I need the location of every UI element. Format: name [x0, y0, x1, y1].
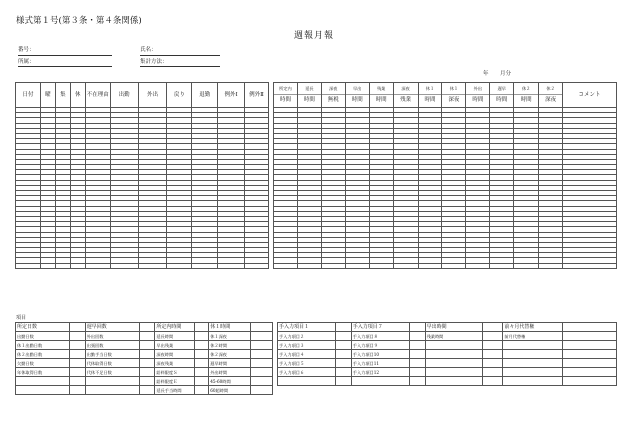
method-label: 集計方法：: [140, 59, 168, 65]
hours-col-header: [563, 83, 617, 108]
attendance-col-header: 例外Ⅱ: [245, 83, 269, 108]
summary-label: 外出時間: [209, 368, 251, 377]
summary-label: 手入力項目３: [278, 341, 336, 350]
hours-cell[interactable]: [539, 263, 563, 268]
hours-col-header-bottom: 深夜: [539, 94, 562, 106]
attendance-col-header: 日付: [16, 83, 41, 108]
summary-label: 45-60時間: [209, 377, 251, 386]
attendance-cell[interactable]: [167, 263, 192, 268]
summary-row: [16, 359, 273, 368]
hours-col-header: [514, 83, 539, 108]
hours-cell[interactable]: [393, 263, 418, 268]
summary-value[interactable]: [195, 377, 209, 386]
summary-value[interactable]: [139, 323, 155, 332]
hours-header-row: [274, 83, 617, 108]
summary-label: 手入力項目５: [278, 359, 336, 368]
summary-label: [425, 359, 483, 368]
hours-col-header-top: 所定内: [279, 86, 292, 91]
attendance-col-header: 退勤: [192, 83, 218, 108]
summary-value[interactable]: [195, 350, 209, 359]
hours-col-header-bottom: 残業: [394, 94, 418, 106]
hours-col-header: [274, 83, 298, 108]
summary-label: 前々月代替権: [503, 323, 563, 332]
attendance-cell[interactable]: [110, 263, 138, 268]
summary-value[interactable]: [409, 341, 425, 350]
summary-value[interactable]: [195, 386, 209, 395]
summary-value[interactable]: [563, 368, 617, 377]
attendance-col-header: 例外Ⅰ: [218, 83, 245, 108]
hours-cell[interactable]: [514, 263, 539, 268]
attendance-cell[interactable]: [245, 263, 269, 268]
summary-value[interactable]: [563, 323, 617, 332]
summary-value[interactable]: [139, 368, 155, 377]
summary-row: [16, 350, 273, 359]
attendance-table: [15, 82, 269, 269]
hours-cell[interactable]: [297, 263, 321, 268]
attendance-col-header: 不在理由: [85, 83, 110, 108]
summary-label: 出張回数: [85, 341, 139, 350]
summary-label: 深夜時間: [155, 350, 195, 359]
summary-value[interactable]: [139, 377, 155, 386]
month-label: 月分: [500, 71, 512, 77]
page-title: 週報月報: [294, 31, 335, 41]
attendance-cell[interactable]: [138, 263, 167, 268]
hours-col-header: [418, 83, 442, 108]
dept-underline: [18, 66, 112, 67]
hours-col-header-top: 残業: [376, 86, 386, 91]
summary-label: 休１深夜: [209, 332, 251, 341]
summary-label: 手入力項目６: [278, 368, 336, 377]
attendance-col-header: 戻り: [167, 83, 192, 108]
hours-col-header-top: 休２: [546, 86, 555, 91]
summary-label: 早出残業: [155, 341, 195, 350]
summary-value[interactable]: [69, 341, 85, 350]
hours-cell[interactable]: [345, 263, 369, 268]
hours-col-header-top: 深夜: [329, 86, 338, 91]
summary-row: [278, 377, 617, 386]
summary-label: [425, 368, 483, 377]
summary-row: [16, 386, 273, 395]
summary-right-table: [277, 322, 617, 386]
summary-value[interactable]: [335, 323, 351, 332]
summary-label: [503, 341, 563, 350]
summary-label: [503, 359, 563, 368]
summary-value[interactable]: [139, 350, 155, 359]
hours-col-header: [369, 83, 393, 108]
summary-label: 延長手当時間: [155, 386, 195, 395]
hours-col-header-bottom: 時間: [370, 94, 393, 106]
attendance-col-header: 休: [70, 83, 85, 108]
summary-value[interactable]: [251, 341, 273, 350]
summary-label: 早出時間: [425, 323, 483, 332]
hours-col-header-bottom: 時間: [466, 94, 489, 106]
summary-label: 前月代替権: [503, 332, 563, 341]
summary-label: 休１出勤日数: [16, 341, 70, 350]
summary-value[interactable]: [483, 377, 503, 386]
summary-label: [425, 350, 483, 359]
summary-label: [85, 386, 139, 395]
summary-label: 遅早回数: [85, 323, 139, 332]
summary-value[interactable]: [251, 323, 273, 332]
attendance-cell[interactable]: [55, 263, 70, 268]
summary-value[interactable]: [409, 359, 425, 368]
summary-value[interactable]: [195, 359, 209, 368]
summary-label: 休２深夜: [209, 350, 251, 359]
summary-label: 手入力項目７: [351, 323, 409, 332]
attendance-col-header: 出勤: [110, 83, 138, 108]
summary-value[interactable]: [139, 359, 155, 368]
summary-value[interactable]: [563, 341, 617, 350]
summary-label: 給料限度Ｓ: [155, 368, 195, 377]
summary-label: 手入力項目11: [351, 359, 409, 368]
hours-col-header-bottom: 時間: [514, 94, 538, 106]
summary-value[interactable]: [251, 368, 273, 377]
dept-label: 所属：: [18, 59, 35, 65]
hours-col-header: [490, 83, 514, 108]
hours-col-header-bottom: 時間: [490, 94, 513, 106]
summary-value[interactable]: [69, 377, 85, 386]
hours-col-header-top: 遅早: [497, 86, 506, 91]
attendance-row: [16, 263, 269, 268]
summary-value[interactable]: [483, 341, 503, 350]
summary-label: 出勤手当日数: [85, 350, 139, 359]
hours-col-header-top: 延長: [305, 86, 314, 91]
summary-label: [503, 350, 563, 359]
summary-label: 60超時間: [209, 386, 251, 395]
hours-cell[interactable]: [490, 263, 514, 268]
summary-value[interactable]: [251, 350, 273, 359]
form-id: 様式第１号(第３条・第４条関係): [16, 16, 142, 26]
summary-label: [503, 368, 563, 377]
summary-label: 遅早時間: [209, 359, 251, 368]
summary-value[interactable]: [195, 341, 209, 350]
hours-cell[interactable]: [321, 263, 345, 268]
number-label: 番号：: [18, 47, 35, 53]
attendance-col-header: 曜: [40, 83, 55, 108]
summary-value[interactable]: [69, 332, 85, 341]
summary-label: [503, 377, 563, 386]
hours-col-header-bottom: 時間: [419, 94, 442, 106]
hours-col-header-bottom: 時間: [274, 94, 297, 106]
summary-label: 所定日数: [16, 323, 70, 332]
hours-table: [273, 82, 617, 269]
summary-value[interactable]: [483, 350, 503, 359]
summary-label: 所定内時間: [155, 323, 195, 332]
summary-row: [278, 359, 617, 368]
hours-col-header-top: 外出: [473, 86, 483, 91]
summary-value[interactable]: [69, 386, 85, 395]
hours-cell[interactable]: [563, 263, 617, 268]
summary-value[interactable]: [335, 359, 351, 368]
hours-col-header-top: 休１: [425, 86, 435, 91]
summary-value[interactable]: [195, 332, 209, 341]
summary-value[interactable]: [335, 341, 351, 350]
summary-label: [351, 377, 409, 386]
hours-col-header-top: 休２: [521, 86, 531, 91]
summary-value[interactable]: [251, 386, 273, 395]
hours-cell[interactable]: [442, 263, 466, 268]
summary-row: [278, 341, 617, 350]
summary-label: 年休取得日数: [16, 368, 70, 377]
summary-label: 手入力項目８: [351, 332, 409, 341]
attendance-col-header: 外出: [138, 83, 167, 108]
hours-row: [274, 263, 617, 268]
attendance-header-row: [16, 83, 269, 108]
summary-label: 手入力項目４: [278, 350, 336, 359]
hours-col-header-bottom: 時間: [298, 94, 321, 106]
summary-value[interactable]: [335, 368, 351, 377]
summary-value[interactable]: [563, 359, 617, 368]
summary-value[interactable]: [195, 323, 209, 332]
summary-label: 給料限度Ｅ: [155, 377, 195, 386]
summary-value[interactable]: [409, 350, 425, 359]
name-underline: [140, 55, 220, 56]
summary-value[interactable]: [335, 377, 351, 386]
summary-value[interactable]: [409, 332, 425, 341]
attendance-col-header: 集: [55, 83, 70, 108]
summary-label: 代休取得日数: [85, 359, 139, 368]
summary-label: 手入力項目２: [278, 332, 336, 341]
summary-label: [425, 341, 483, 350]
summary-label: 代休不足日数: [85, 368, 139, 377]
number-underline: [18, 55, 112, 56]
summary-label: 休１時間: [209, 323, 251, 332]
hours-cell[interactable]: [466, 263, 490, 268]
name-label: 氏名：: [140, 47, 157, 53]
summary-row: [16, 323, 273, 332]
method-underline: [140, 66, 220, 67]
year-label: 年: [483, 71, 489, 77]
attendance-cell[interactable]: [16, 263, 41, 268]
summary-row: [278, 332, 617, 341]
summary-row: [16, 368, 273, 377]
summary-value[interactable]: [69, 323, 85, 332]
summary-label: [85, 377, 139, 386]
hours-col-header-top: 早出: [353, 86, 362, 91]
summary-label: 延長時間: [155, 332, 195, 341]
summary-label: 残業時間: [425, 332, 483, 341]
hours-col-header-top: 深夜: [401, 86, 410, 91]
summary-value[interactable]: [483, 332, 503, 341]
summary-value[interactable]: [69, 359, 85, 368]
summary-label: 欠勤日数: [16, 359, 70, 368]
attendance-cell[interactable]: [218, 263, 245, 268]
summary-value[interactable]: [69, 368, 85, 377]
summary-row: [16, 332, 273, 341]
hours-col-header-top: 休１: [449, 86, 459, 91]
summary-label: 外出回数: [85, 332, 139, 341]
summary-label: [425, 377, 483, 386]
hours-cell[interactable]: [418, 263, 442, 268]
summary-row: [16, 341, 273, 350]
hours-col-header: [466, 83, 490, 108]
hours-cell[interactable]: [369, 263, 393, 268]
summary-value[interactable]: [335, 332, 351, 341]
summary-value[interactable]: [139, 386, 155, 395]
summary-value[interactable]: [483, 368, 503, 377]
summary-section-label: 項目: [16, 315, 27, 321]
summary-value[interactable]: [335, 350, 351, 359]
summary-left-table: [15, 322, 273, 395]
hours-col-header-bottom: 深夜: [442, 94, 465, 106]
hours-col-header: [393, 83, 418, 108]
summary-value[interactable]: [409, 323, 425, 332]
attendance-cell[interactable]: [85, 263, 110, 268]
hours-col-header: [539, 83, 563, 108]
hours-col-header: [442, 83, 466, 108]
summary-label: 深夜残業: [155, 359, 195, 368]
hours-cell[interactable]: [274, 263, 298, 268]
summary-value[interactable]: [563, 332, 617, 341]
summary-label: [16, 386, 70, 395]
summary-value[interactable]: [563, 350, 617, 359]
summary-value[interactable]: [251, 332, 273, 341]
summary-value[interactable]: [483, 359, 503, 368]
summary-value[interactable]: [483, 323, 503, 332]
summary-value[interactable]: [563, 377, 617, 386]
summary-value[interactable]: [69, 350, 85, 359]
hours-col-header: [297, 83, 321, 108]
summary-row: [278, 323, 617, 332]
hours-col-header-top: コメント: [578, 92, 601, 98]
attendance-cell[interactable]: [40, 263, 55, 268]
summary-label: 手入力項目９: [351, 341, 409, 350]
hours-col-header: [345, 83, 369, 108]
hours-col-header-bottom: 無税: [322, 94, 345, 106]
summary-value[interactable]: [251, 359, 273, 368]
hours-col-header: [321, 83, 345, 108]
summary-label: 手入力項目10: [351, 350, 409, 359]
summary-value[interactable]: [139, 332, 155, 341]
summary-row: [278, 368, 617, 377]
summary-value[interactable]: [409, 377, 425, 386]
summary-row: [278, 350, 617, 359]
hours-col-header-bottom: 時間: [346, 94, 369, 106]
summary-row: [16, 377, 273, 386]
summary-label: 休２時間: [209, 341, 251, 350]
summary-label: 手入力項目12: [351, 368, 409, 377]
attendance-cell[interactable]: [70, 263, 85, 268]
summary-value[interactable]: [251, 377, 273, 386]
summary-value[interactable]: [195, 368, 209, 377]
attendance-cell[interactable]: [192, 263, 218, 268]
summary-label: 手入力項目１: [278, 323, 336, 332]
summary-value[interactable]: [409, 368, 425, 377]
summary-label: 休２出勤日数: [16, 350, 70, 359]
summary-value[interactable]: [139, 341, 155, 350]
summary-label: 出勤日数: [16, 332, 70, 341]
summary-label: [16, 377, 70, 386]
summary-label: [278, 377, 336, 386]
